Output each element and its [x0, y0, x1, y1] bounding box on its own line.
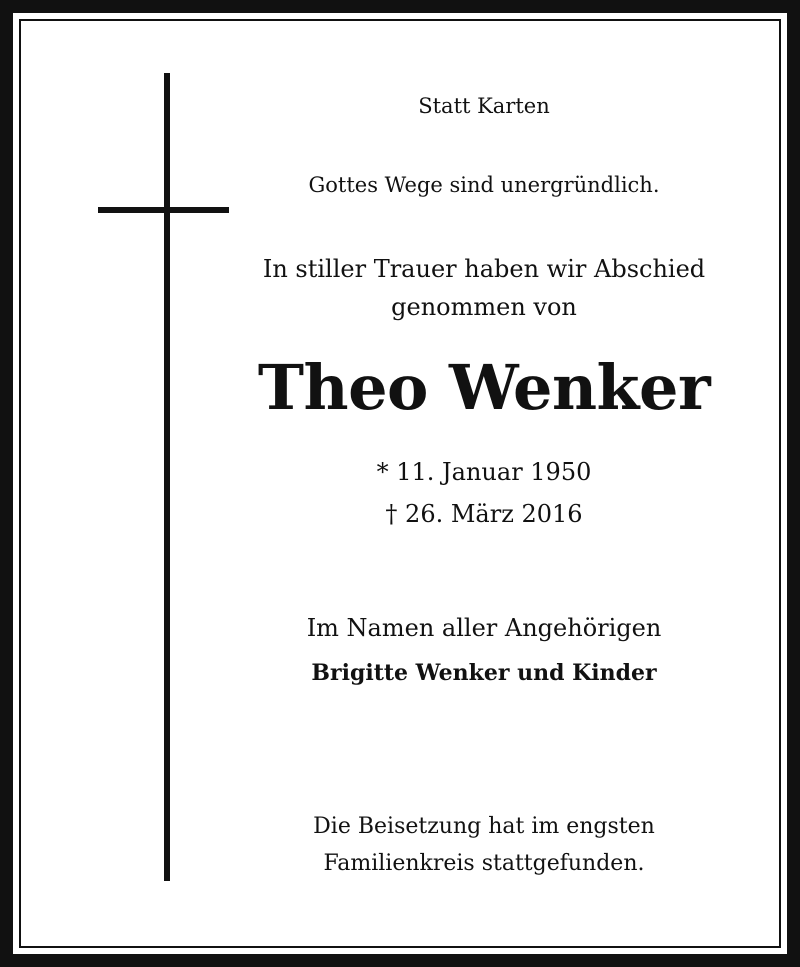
notice-frame [13, 13, 787, 954]
death-date: † 26. März 2016 [385, 500, 583, 528]
motto-text: Gottes Wege sind unergründlich. [308, 173, 660, 197]
intro-text [234, 250, 734, 326]
burial-line-1: Die Beisetzung hat im engsten [313, 814, 655, 839]
notice-body [24, 24, 776, 943]
birth-date: * 11. Januar 1950 [376, 458, 592, 486]
family-signature: Brigitte Wenker und Kinder [311, 660, 657, 686]
deceased-name: Theo Wenker [257, 351, 711, 424]
on-behalf-text: Im Namen aller Angehörigen [306, 614, 662, 642]
burial-note [234, 808, 734, 882]
intro-line-1: In stiller Trauer haben wir Abschied [262, 255, 706, 283]
intro-line-2: genommen von [391, 293, 577, 321]
burial-line-2: Familienkreis stattgefunden. [323, 851, 645, 876]
header-text: Statt Karten [418, 94, 550, 118]
cross-icon-vertical-bar [164, 73, 170, 881]
cross-icon-horizontal-bar [98, 207, 229, 213]
